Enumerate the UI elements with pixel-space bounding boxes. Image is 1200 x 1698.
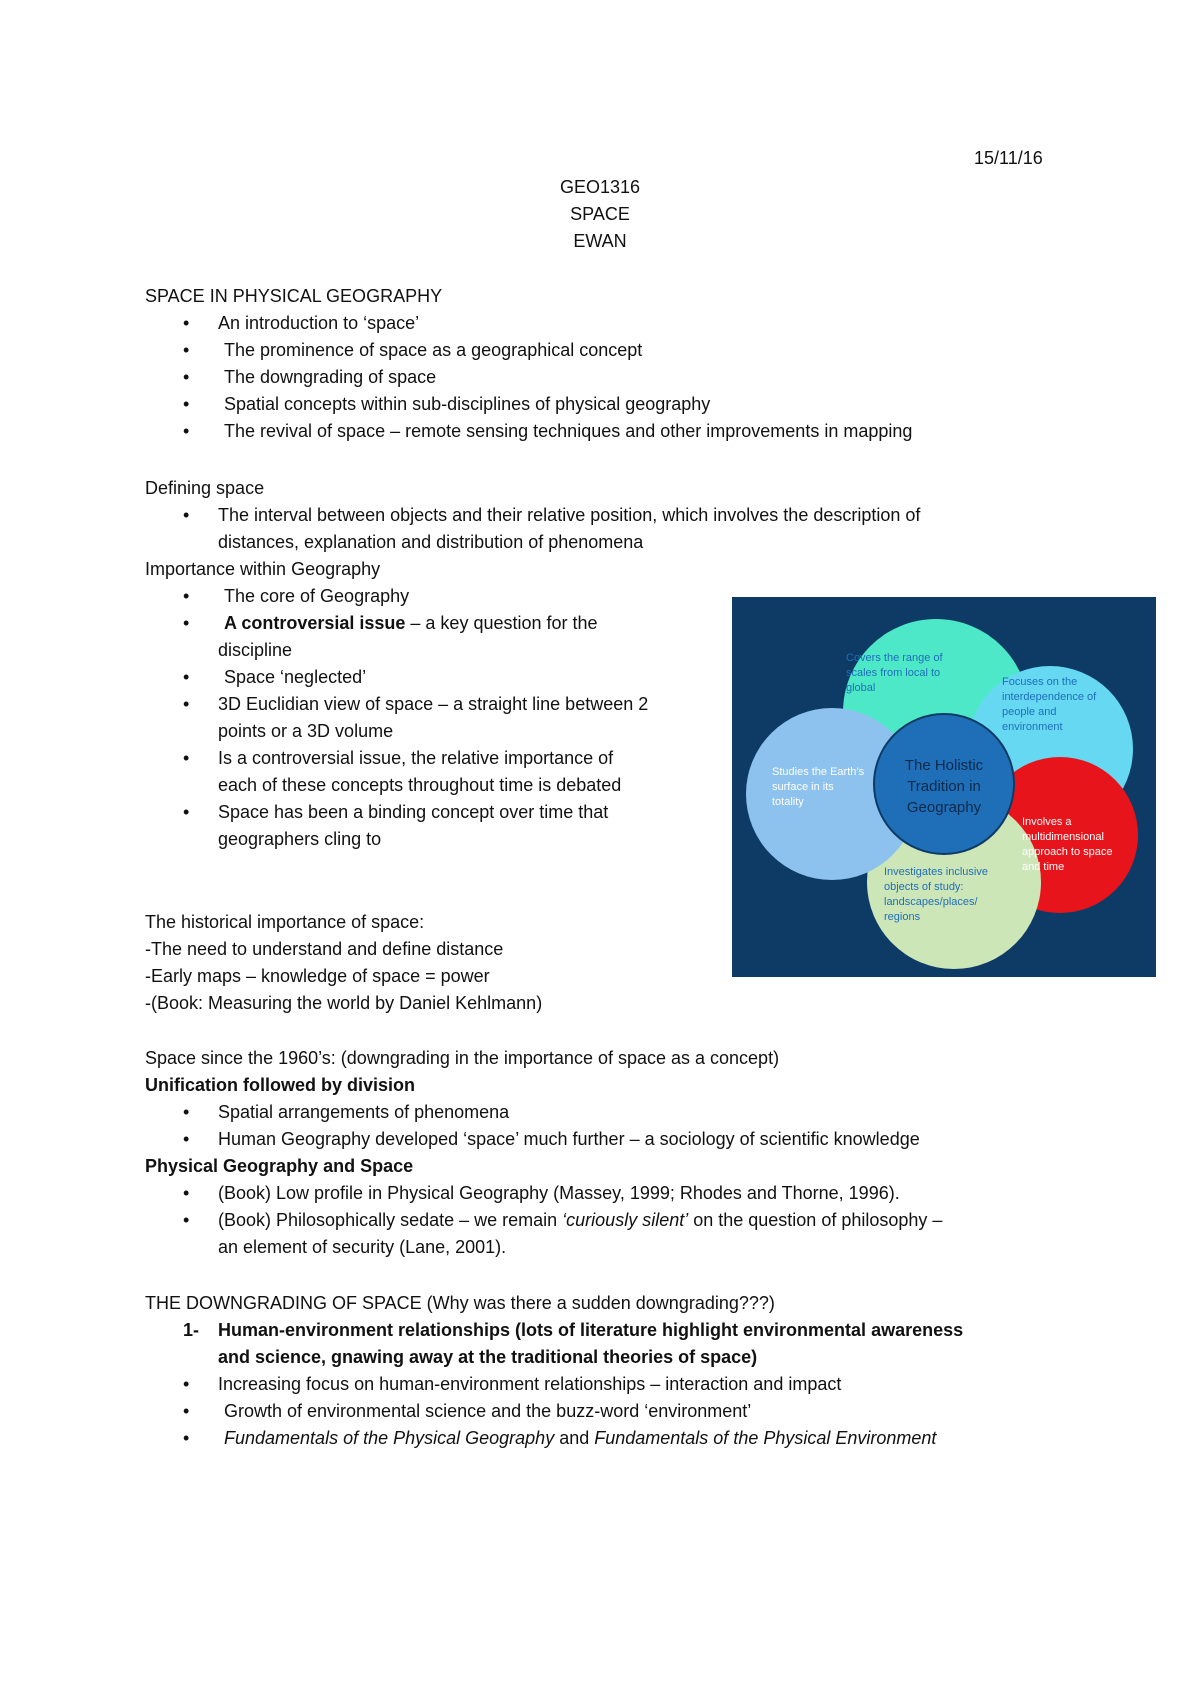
text-span: – a key question for the (405, 613, 598, 633)
list-item: The interval between objects and their relative position, which involves the description of (218, 505, 921, 525)
list-item: An introduction to ‘space’ (218, 313, 420, 333)
list-item: (Book) Low profile in Physical Geography (Massey, 1999; Rhodes and Thorne, 1996). (218, 1183, 900, 1203)
list-item: The prominence of space as a geographical concept (224, 340, 643, 360)
section-title: Importance within Geography (145, 559, 381, 579)
lecturer: EWAN (573, 231, 627, 251)
list-item-continuation: discipline (218, 640, 293, 660)
italic-phrase: Fundamentals of the Physical Environment (594, 1428, 937, 1448)
bullet-icon: • (183, 367, 190, 387)
section-title: SPACE IN PHYSICAL GEOGRAPHY (145, 286, 443, 306)
list-item: Spatial arrangements of phenomena (218, 1102, 510, 1122)
circle-bottom-text: Investigates inclusive objects of study: landscapes/places/ regions (884, 866, 988, 923)
bullet-icon: • (183, 1428, 190, 1448)
subheading: Physical Geography and Space (145, 1156, 414, 1176)
italic-phrase: Fundamentals of the Physical Geography (224, 1428, 555, 1448)
list-item: Space has been a binding concept over time that (218, 802, 609, 822)
bullet-icon: • (183, 1401, 190, 1421)
circle-red-text: Involves a multidimensional approach to space and time (1022, 816, 1113, 873)
text-span: on the question of philosophy – (688, 1210, 943, 1230)
text-span: (Book) Philosophically sedate – we remain (218, 1210, 563, 1230)
list-item: The downgrading of space (224, 367, 437, 387)
holistic-tradition-diagram (732, 597, 1156, 977)
list-item: Space ‘neglected’ (224, 667, 367, 687)
bullet-icon: • (183, 1129, 190, 1149)
bullet-icon: • (183, 421, 190, 441)
list-item-continuation: an element of security (Lane, 2001). (218, 1237, 507, 1257)
text-line: -(Book: Measuring the world by Daniel Kehlmann) (145, 993, 543, 1013)
bullet-icon: • (183, 505, 190, 525)
bullet-icon: • (183, 586, 190, 606)
circle-top-text: Covers the range of scales from local to global (846, 652, 943, 694)
bullet-icon: • (183, 694, 190, 714)
list-item: Is a controversial issue, the relative importance of (218, 748, 614, 768)
list-item (224, 1425, 936, 1452)
section-title: The historical importance of space: (145, 912, 425, 932)
bullet-icon: • (183, 748, 190, 768)
bullet-icon: • (183, 613, 190, 633)
bullet-icon: • (183, 1102, 190, 1122)
subheading: Unification followed by division (145, 1075, 416, 1095)
text-span: and (554, 1428, 595, 1448)
bullet-icon: • (183, 802, 190, 822)
list-item-continuation: points or a 3D volume (218, 721, 394, 741)
list-item (218, 1207, 942, 1234)
italic-phrase: ‘curiously silent’ (562, 1210, 689, 1230)
list-item (224, 610, 598, 637)
list-item: The core of Geography (224, 586, 410, 606)
text-line: -Early maps – knowledge of space = power (145, 966, 490, 986)
bullet-icon: • (183, 340, 190, 360)
bullet-icon: • (183, 1183, 190, 1203)
bullet-icon: • (183, 667, 190, 687)
section-title: Space since the 1960’s: (downgrading in the importance of space as a concept) (145, 1048, 780, 1068)
list-item: Human Geography developed ‘space’ much further – a sociology of scientific knowledge (218, 1129, 920, 1149)
bullet-icon: • (183, 394, 190, 414)
list-item: 3D Euclidian view of space – a straight line between 2 (218, 694, 649, 714)
list-item: The revival of space – remote sensing techniques and other improvements in mapping (224, 421, 913, 441)
circle-right-text: Focuses on the interdependence of people and environment (1002, 676, 1097, 733)
bullet-icon: • (183, 1210, 190, 1230)
list-number: 1- (183, 1320, 200, 1340)
section-title: THE DOWNGRADING OF SPACE (Why was there a sudden downgrading???) (145, 1293, 775, 1313)
list-item-continuation: each of these concepts throughout time is debated (218, 775, 622, 795)
text-line: -The need to understand and define distance (145, 939, 504, 959)
list-item: Increasing focus on human-environment relationships – interaction and impact (218, 1374, 842, 1394)
list-item: Growth of environmental science and the buzz-word ‘environment’ (224, 1401, 752, 1421)
section-title: Defining space (145, 478, 265, 498)
list-item: Spatial concepts within sub-disciplines of physical geography (224, 394, 711, 414)
bullet-icon: • (183, 1374, 190, 1394)
date: 15/11/16 (974, 148, 1043, 168)
topic: SPACE (570, 204, 630, 224)
bold-phrase: A controversial issue (224, 613, 406, 633)
list-item-continuation: geographers cling to (218, 829, 382, 849)
course-code: GEO1316 (559, 177, 641, 197)
list-item: Human-environment relationships (lots of literature highlight environmental awareness (218, 1320, 964, 1340)
list-item-continuation: distances, explanation and distribution of phenomena (218, 532, 644, 552)
bullet-icon: • (183, 313, 190, 333)
circle-center-text: The Holistic Tradition in Geography (904, 757, 984, 816)
list-item-continuation: and science, gnawing away at the traditional theories of space) (218, 1347, 758, 1367)
circle-left-text: Studies the Earth’s surface in its totality (772, 766, 865, 808)
